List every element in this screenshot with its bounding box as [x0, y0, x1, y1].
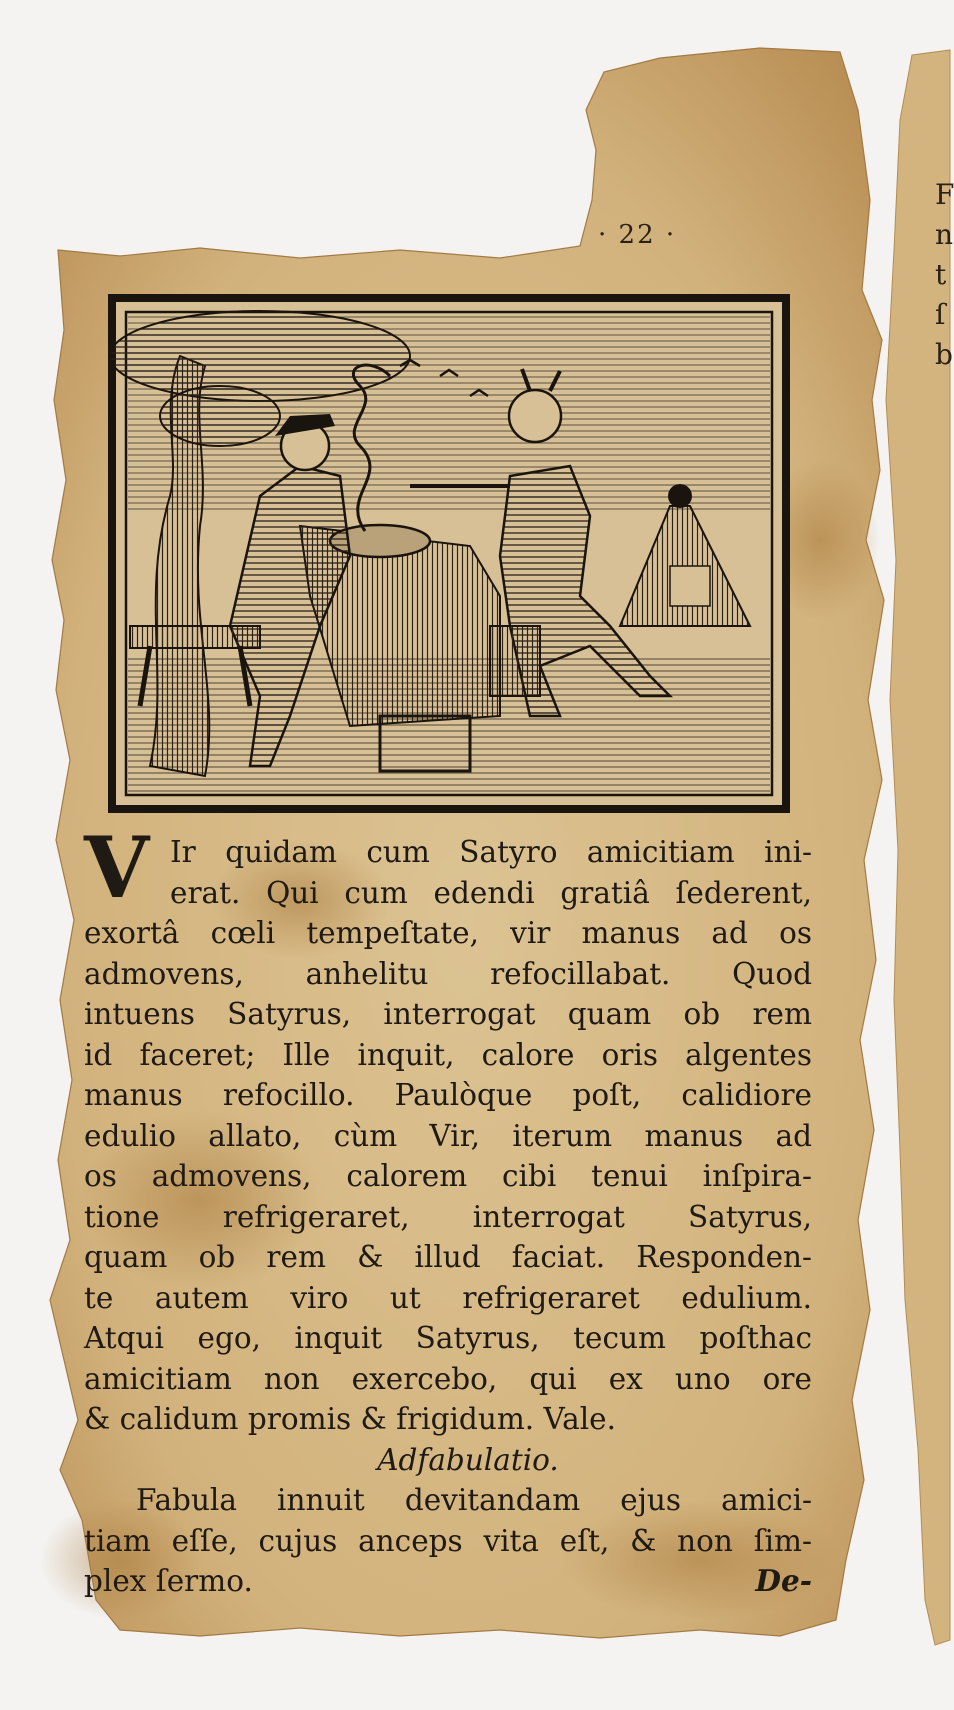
text-line: erat. Qui cum edendi gratiâ ſederent,	[170, 875, 812, 910]
page-number: · 22 ·	[598, 220, 677, 250]
text-line: edulio allato, cùm Vir, iterum manus ad	[84, 1118, 812, 1153]
text-line: admovens, anhelitu refocillabat. Quod	[84, 956, 812, 991]
adjacent-page-fragment: n	[935, 218, 954, 251]
text-line: exortâ cœli tempeſtate, vir manus ad os	[84, 916, 812, 950]
drop-cap: V	[84, 818, 150, 917]
fable-text	[84, 818, 812, 1602]
moral-line: plex ſermo.	[84, 1564, 253, 1598]
text-line: amicitiam non exercebo, qui ex uno ore	[84, 1361, 812, 1396]
adjacent-page-fragment: t	[935, 258, 947, 291]
text-line: tione refrigeraret, interrogat Satyrus,	[84, 1199, 812, 1234]
text-line: quam ob rem & illud faciat. Responden-	[84, 1240, 812, 1274]
text-line: intuens Satyrus, interrogat quam ob rem	[84, 997, 812, 1031]
text-line: Ir quidam cum Satyro amicitiam ini-	[170, 835, 812, 869]
text-line: & calidum promis & frigidum. Vale.	[84, 1402, 616, 1436]
adjacent-page-fragment: b	[935, 338, 953, 371]
adjacent-page-fragment: ſ	[935, 298, 946, 331]
moral-line: Fabula innuit devitandam ejus amici-	[136, 1483, 812, 1517]
adjacent-page-fragment: F	[935, 178, 954, 211]
text-line: Atqui ego, inquit Satyrus, tecum poſthac	[84, 1321, 812, 1355]
text-line: os admovens, calorem cibi tenui inſpira-	[84, 1159, 812, 1193]
woodcut-illustration	[110, 296, 788, 811]
text-line: manus refocillo. Paulòque poſt, calidiore	[84, 1078, 812, 1112]
text-line: id faceret; Ille inquit, calore oris algentes	[84, 1037, 812, 1072]
moral-line: tiam eſſe, cujus anceps vita eſt, & non ſim-	[84, 1523, 812, 1558]
catchword: De-	[755, 1562, 812, 1598]
text-line: te autem viro ut refrigeraret edulium.	[84, 1280, 812, 1315]
moral-heading: Adfabulatio.	[377, 1442, 559, 1477]
